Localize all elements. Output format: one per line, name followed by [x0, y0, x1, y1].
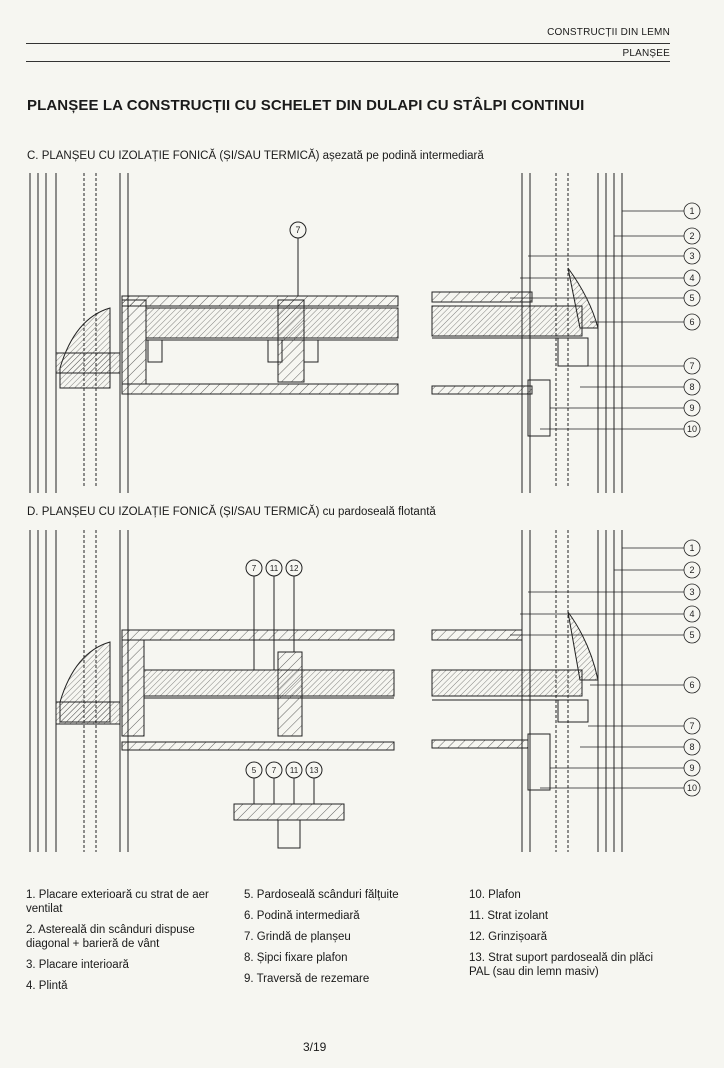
callout-d-right-6: 6 [689, 680, 695, 690]
legend-item-1: 1. Placare exterioară cu strat de aer ventilat [26, 889, 209, 915]
header-rule [26, 43, 670, 44]
callout-c-right-4: 4 [689, 273, 695, 283]
callout-c-right-2: 2 [689, 231, 695, 241]
section-d-caption: D. PLANȘEU CU IZOLAȚIE FONICĂ (ȘI/SAU TERMICĂ) cu pardoseală flotantă [27, 506, 436, 518]
callout-d-right-7: 7 [689, 721, 695, 731]
callout-d-right-10: 10 [686, 783, 698, 793]
legend-item-5: 5. Pardoseală scânduri fălțuite [244, 889, 399, 901]
callout-c-right-7: 7 [689, 361, 695, 371]
section-d-diagram [0, 522, 724, 862]
callout-c-7: 7 [295, 225, 301, 235]
legend-item-8: 8. Șipci fixare plafon [244, 952, 348, 964]
callout-c-right-10: 10 [686, 424, 698, 434]
callout-d-detail-11: 11 [289, 766, 299, 775]
header-category: CONSTRUCȚII DIN LEMN [547, 27, 670, 38]
callout-d-7: 7 [251, 564, 257, 573]
legend-item-9: 9. Traversă de rezemare [244, 973, 370, 985]
callout-d-right-5: 5 [689, 630, 695, 640]
callout-d-right-9: 9 [689, 763, 695, 773]
legend-item-12: 12. Grinzișoară [469, 931, 547, 943]
legend-item-11: 11. Strat izolant [469, 910, 549, 922]
legend-column-1 [26, 888, 224, 1000]
header-subcategory: PLANȘEE [622, 48, 670, 59]
callout-c-right-1: 1 [689, 206, 695, 216]
callout-d-12: 12 [289, 564, 299, 573]
page-number: 3/19 [303, 1040, 327, 1054]
callout-c-right-9: 9 [689, 403, 695, 413]
legend-item-6: 6. Podină intermediară [244, 910, 360, 922]
legend-item-10: 10. Plafon [469, 889, 521, 901]
callout-d-detail-13: 13 [309, 766, 319, 775]
callout-d-detail-5: 5 [251, 766, 257, 775]
callout-d-right-1: 1 [689, 543, 695, 553]
section-c-diagram [0, 168, 724, 498]
callout-d-right-2: 2 [689, 565, 695, 575]
callout-d-detail-7: 7 [271, 766, 277, 775]
legend-item-4: 4. Plintă [26, 980, 68, 992]
legend-item-2: 2. Astereală din scânduri dispuse diagonal + barieră de vânt [26, 924, 195, 950]
callout-c-right-5: 5 [689, 293, 695, 303]
callout-c-right-6: 6 [689, 317, 695, 327]
callout-d-right-3: 3 [689, 587, 695, 597]
page-title: PLANȘEE LA CONSTRUCȚII CU SCHELET DIN DULAPI CU STÂLPI CONTINUI [27, 97, 585, 114]
legend-item-13: 13. Strat suport pardoseală din plăci PAL (sau din lemn masiv) [469, 952, 654, 978]
callout-d-right-4: 4 [689, 609, 695, 619]
section-c-caption: C. PLANȘEU CU IZOLAȚIE FONICĂ (ȘI/SAU TERMICĂ) așezată pe podină intermediară [27, 150, 484, 162]
legend-column-2 [244, 888, 434, 993]
callout-c-right-8: 8 [689, 382, 695, 392]
header-rule-lower [26, 61, 670, 62]
legend-item-7: 7. Grindă de planșeu [244, 931, 351, 943]
callout-d-right-8: 8 [689, 742, 695, 752]
callout-c-right-3: 3 [689, 251, 695, 261]
callout-d-11: 11 [269, 564, 279, 573]
legend-column-3 [469, 888, 669, 986]
legend-item-3: 3. Placare interioară [26, 959, 129, 971]
